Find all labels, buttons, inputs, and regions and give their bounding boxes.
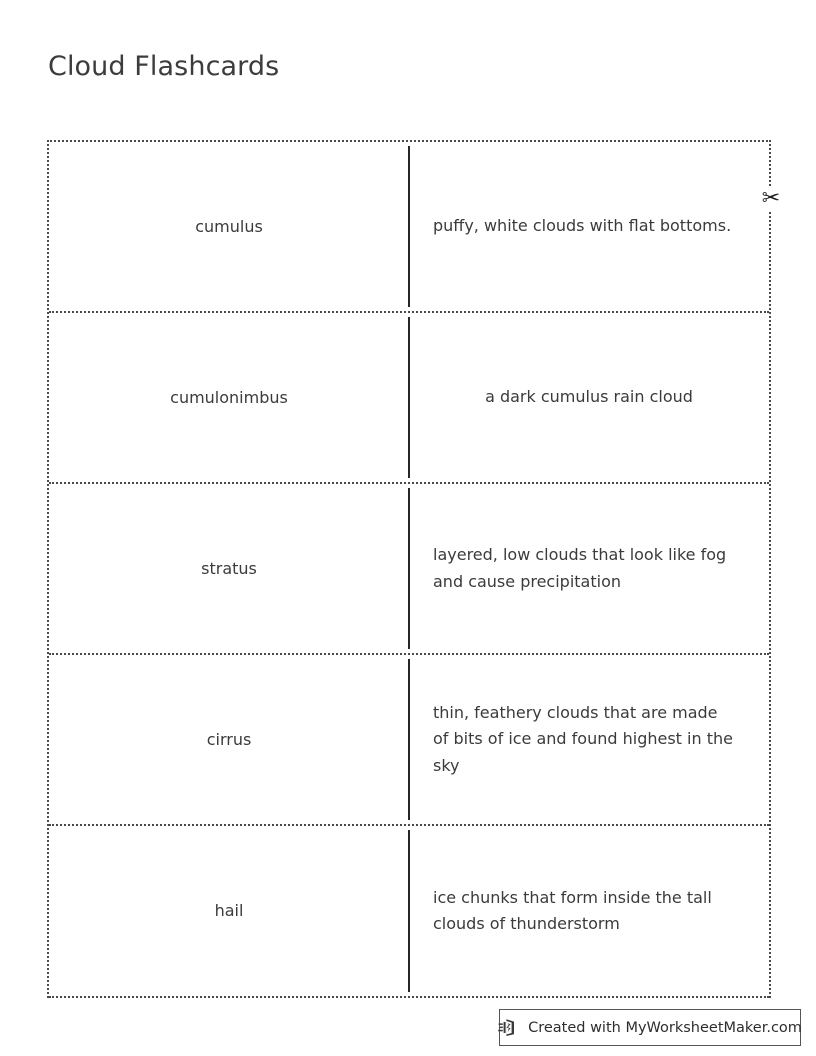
flashcard-fold-line — [408, 488, 410, 649]
flashcard-definition-cell — [409, 826, 769, 996]
flashcard-definition-cell — [409, 484, 769, 653]
flashcard-definition: puffy, white clouds with flat bottoms. — [433, 216, 732, 236]
flashcard-term-cell — [49, 484, 409, 653]
flashcard-definition: ice chunks that form inside the tall clouds of thunderstorm — [433, 887, 712, 933]
flashcard-fold-line — [408, 659, 410, 820]
flashcard-definition: a dark cumulus rain cloud — [485, 387, 693, 407]
flashcard-definition-cell — [409, 655, 769, 824]
flashcard-row — [49, 826, 769, 998]
flashcard-term: cirrus — [206, 729, 252, 749]
flashcard-term-cell — [49, 826, 409, 996]
flashcard-term: stratus — [201, 558, 257, 578]
flashcard-fold-line — [408, 830, 410, 992]
flashcard-term: cumulus — [195, 216, 263, 236]
flashcard-term-cell — [49, 142, 409, 311]
flashcard-term-cell — [49, 313, 409, 482]
footer-attribution-label: Created with MyWorksheetMaker.com — [528, 1019, 802, 1036]
myworksheetmaker-logo-icon — [498, 1017, 519, 1038]
flashcard-definition: thin, feathery clouds that are made of bits of ice and found highest in the sky — [433, 702, 733, 775]
flashcard-row — [49, 655, 769, 826]
flashcard-fold-line — [408, 146, 410, 307]
flashcard-fold-line — [408, 317, 410, 478]
flashcard-term: cumulonimbus — [170, 387, 288, 407]
flashcards-sheet — [47, 140, 781, 998]
flashcard-term-cell — [49, 655, 409, 824]
scissors-icon: ✂ — [758, 186, 784, 212]
flashcard-definition-cell — [409, 142, 769, 311]
footer-attribution-badge[interactable] — [499, 1009, 801, 1046]
flashcard-row — [49, 484, 769, 655]
flashcard-row — [49, 142, 781, 313]
flashcard-definition-cell — [409, 313, 769, 482]
flashcard-definition: layered, low clouds that look like fog and cause precipitation — [433, 545, 727, 591]
flashcard-row — [49, 313, 769, 484]
flashcard-term: hail — [214, 901, 244, 920]
page-title: Cloud Flashcards — [48, 51, 280, 82]
